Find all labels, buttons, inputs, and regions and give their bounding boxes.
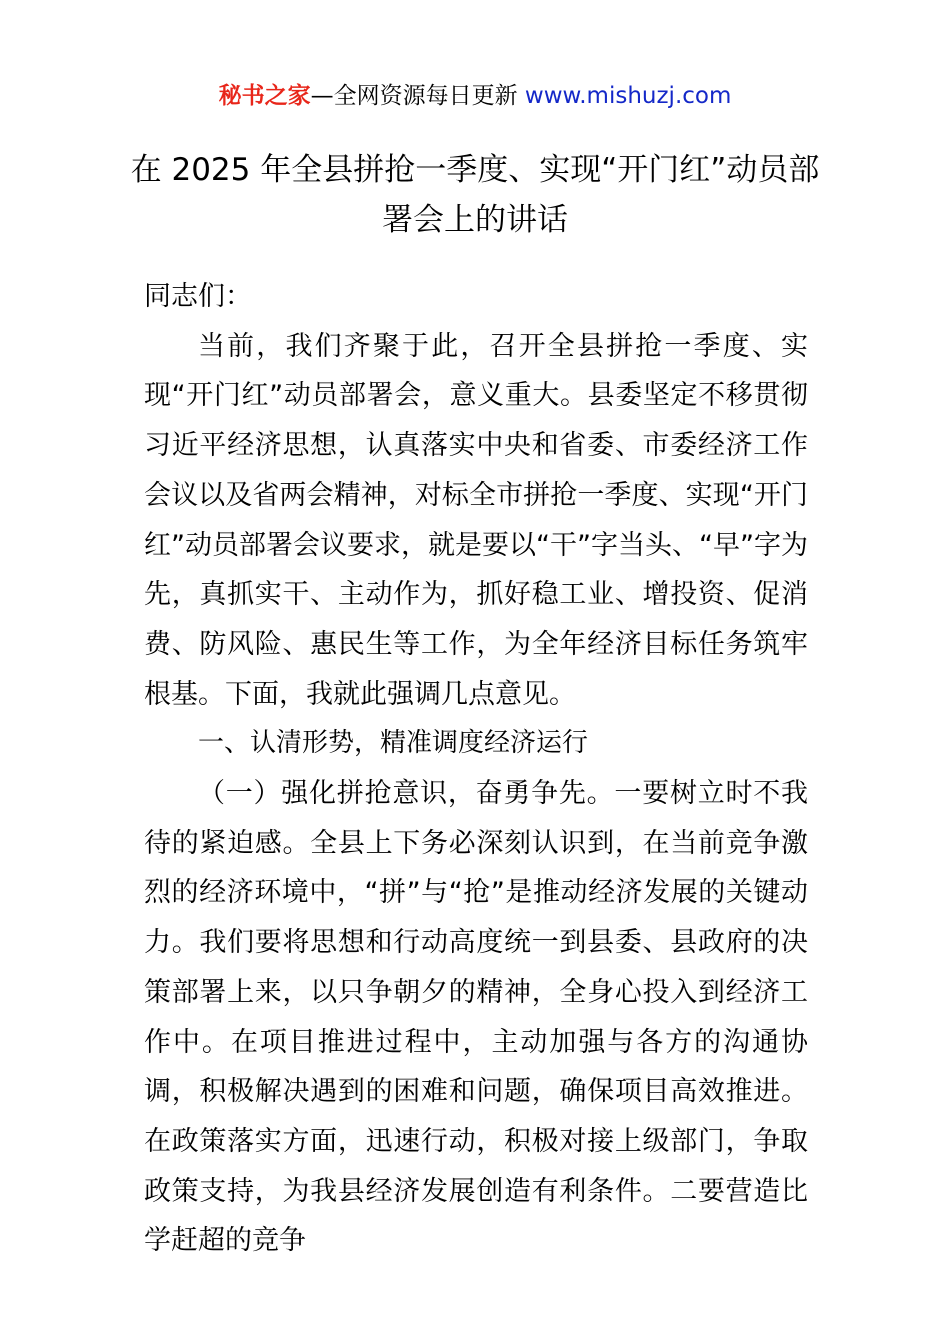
site-url-link[interactable]: www.mishuzj.com <box>524 83 732 109</box>
salutation: 同志们： <box>144 281 252 312</box>
intro-paragraph: 当前，我们齐聚于此，召开全县拼抢一季度、实现“开门红”动员部署会，意义重大。县委坚定不移贯彻习近平经济思想，认真落实中央和省委、市委经济工作会议以及省两会精神，对标全市拼抢一季度、实现“开门红”动员部署会议要求，就是要以“干”字当头、“早”字为先，真抓实干、主动作为，抓好稳工业、增投资、促消费、防风险、惠民生等工作，为全年经济目标任务筑牢根基。下面，我就此强调几点意见。 <box>144 330 808 710</box>
site-header <box>0 80 950 112</box>
section-heading: 一、认清形势，精准调度经济运行 <box>198 728 589 759</box>
body-paragraph: （一）强化拼抢意识，奋勇争先。一要树立时不我待的紧迫感。全县上下务必深刻认识到，在当前竞争激烈的经济环境中，“拼”与“抢”是推动经济发展的关键动力。我们要将思想和行动高度统一到县委、县政府的决策部署上来，以只争朝夕的精神，全身心投入到经济工作中。在项目推进过程中，主动加强与各方的沟通协调，积极解决遇到的困难和问题，确保项目高效推进。在政策落实方面，迅速行动，积极对接上级部门，争取政策支持，为我县经济发展创造有利条件。二要营造比学赶超的竞争 <box>144 778 808 1257</box>
document-title: 在 2025 年全县拼抢一季度、实现“开门红”动员部署会上的讲话 <box>130 151 820 238</box>
document-body <box>144 272 808 1266</box>
site-tagline: —全网资源每日更新 <box>310 83 525 109</box>
site-brand: 秘书之家 <box>218 83 311 109</box>
